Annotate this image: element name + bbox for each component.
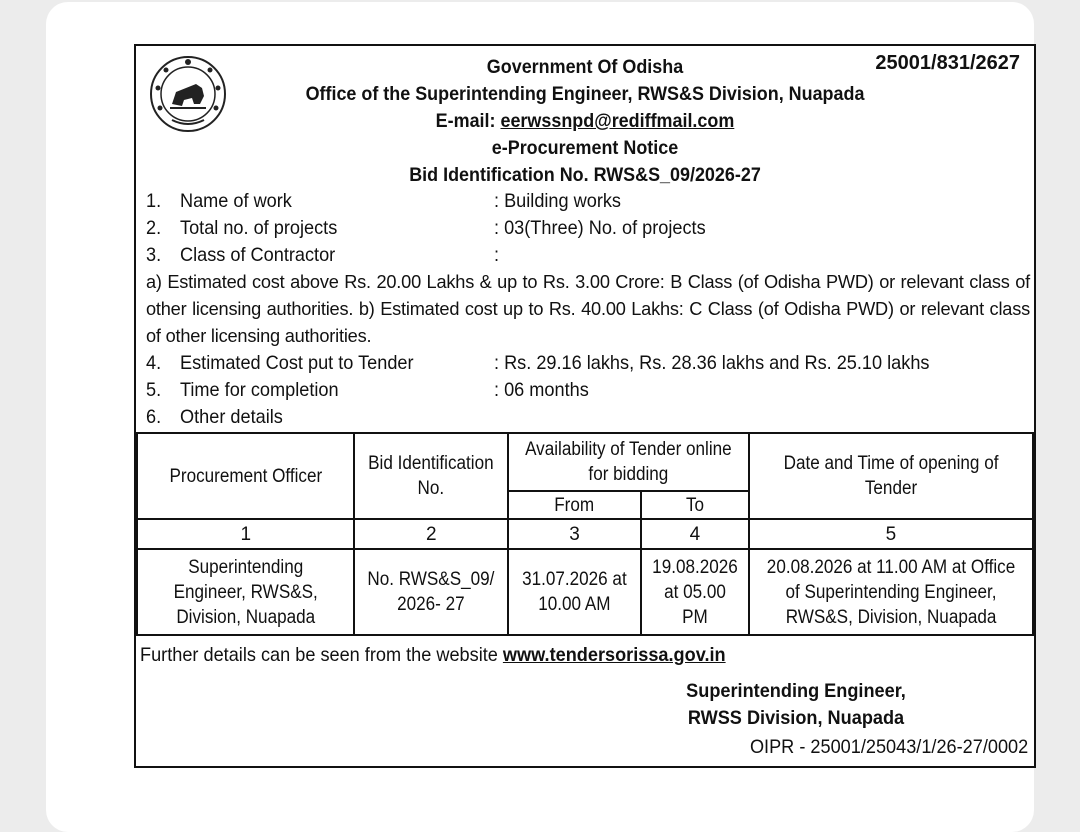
- reference-number: 25001/831/2627: [875, 52, 1020, 74]
- header-availability: Availability of Tender online for bidding: [508, 433, 749, 491]
- email-label: E-mail:: [435, 110, 501, 132]
- cell-to: 19.08.2026 at 05.00 PM: [641, 549, 749, 635]
- header-bid-identification: Bid Identification No.: [354, 433, 508, 519]
- notice-title: e-Procurement Notice: [491, 137, 679, 159]
- cell-opening: 20.08.2026 at 11.00 AM at Office of Superintending Engineer, RWS&S, Division, Nuapada: [749, 549, 1033, 635]
- tender-table: [136, 432, 1034, 636]
- column-index: 2: [354, 519, 508, 549]
- column-index: 4: [641, 519, 749, 549]
- list-item: 5. Time for completion : 06 months: [146, 379, 589, 401]
- notice-items: [146, 188, 1030, 431]
- procurement-notice: [134, 44, 1036, 768]
- column-index: 1: [137, 519, 354, 549]
- contractor-class-paragraph: a) Estimated cost above Rs. 20.00 Lakhs & up to Rs. 3.00 Crore: B Class (of Odisha PWD) or relevant class of other licensing authorities. b) Estimated cost up to Rs. 40.00 Lakhs: C Class (of Odisha PWD) or relevant class of other licensing authorities.: [146, 272, 1030, 346]
- cell-from: 31.07.2026 at 10.00 AM: [508, 549, 641, 635]
- bid-identification: Bid Identification No. RWS&S_09/2026-27: [409, 164, 761, 186]
- column-index: 5: [749, 519, 1033, 549]
- signatory-block: [684, 678, 907, 732]
- list-item: 1. Name of work : Building works: [146, 190, 622, 212]
- website-link[interactable]: www.tendersorissa.gov.in: [502, 644, 726, 666]
- government-title: Government Of Odisha: [486, 56, 684, 78]
- table-row: [137, 549, 1033, 635]
- cell-bid-identification: No. RWS&S_09/ 2026- 27: [354, 549, 508, 635]
- header-to: To: [641, 491, 749, 519]
- header-procurement-officer: Procurement Officer: [137, 433, 354, 519]
- list-item: 6. Other details: [146, 406, 283, 428]
- list-item: 3. Class of Contractor :: [146, 244, 500, 266]
- cell-procurement-officer: Superintending Engineer, RWS&S, Division, Nuapada: [137, 549, 354, 635]
- oipr-number: OIPR - 25001/25043/1/26-27/0002: [749, 736, 1028, 758]
- list-item: 4. Estimated Cost put to Tender : Rs. 29.16 lakhs, Rs. 28.36 lakhs and Rs. 25.10 lakhs: [146, 352, 930, 374]
- signatory-title: Superintending Engineer,: [686, 680, 906, 702]
- notice-header: [172, 54, 998, 189]
- further-details-note: Further details can be seen from the website www.tendersorissa.gov.in: [140, 644, 726, 666]
- notice-card: [46, 2, 1034, 832]
- list-item: 2. Total no. of projects : 03(Three) No. of projects: [146, 217, 706, 239]
- office-title: Office of the Superintending Engineer, RWS&S Division, Nuapada: [305, 83, 865, 105]
- email-link[interactable]: eerwssnpd@rediffmail.com: [500, 110, 735, 132]
- signatory-division: RWSS Division, Nuapada: [687, 707, 905, 729]
- header-from: From: [508, 491, 641, 519]
- header-opening-date: Date and Time of opening of Tender: [749, 433, 1033, 519]
- email-line: [172, 108, 998, 135]
- column-index: 3: [508, 519, 641, 549]
